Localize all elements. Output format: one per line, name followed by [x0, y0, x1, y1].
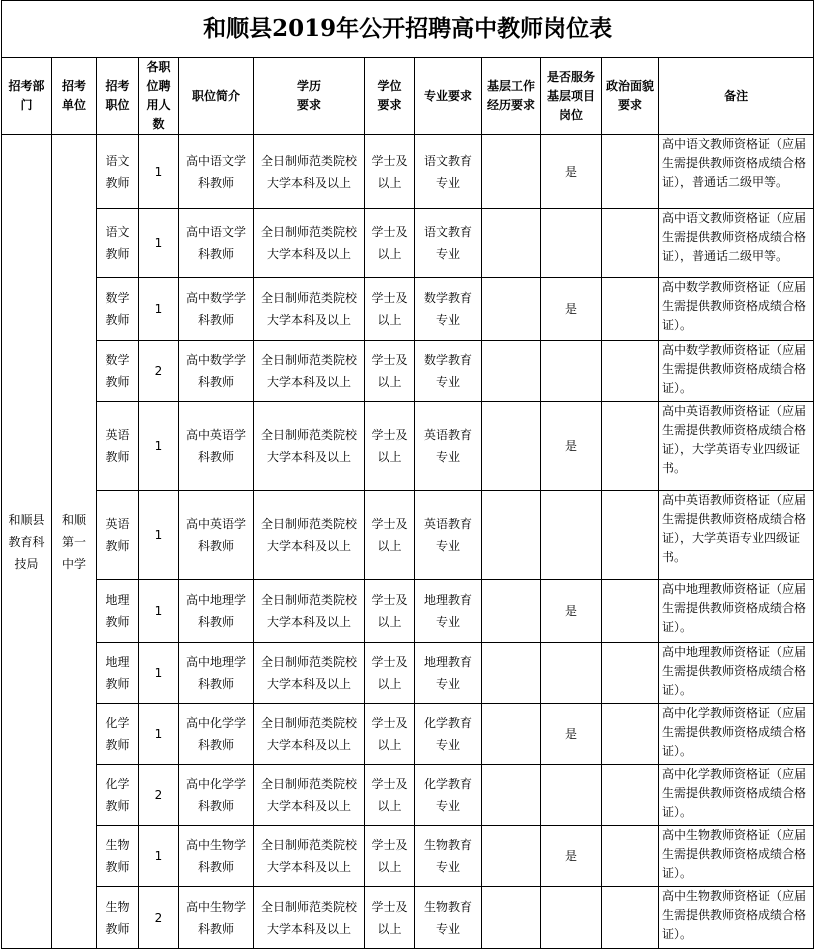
table-row: [2, 580, 814, 643]
count-cell: 1: [139, 704, 179, 765]
politics-cell: [602, 491, 659, 580]
edu-cell: 全日制师范类院校大学本科及以上: [254, 887, 365, 949]
remark-cell: 高中化学教师资格证（应届生需提供教师资格成绩合格证）。: [659, 704, 814, 765]
intro-cell: 高中化学学科教师: [179, 765, 254, 826]
degree-cell: 学士及以上: [365, 643, 415, 704]
post-cell: 地理教师: [97, 643, 139, 704]
table-row: [2, 341, 814, 402]
major-cell: 化学教育专业: [415, 704, 482, 765]
exp-cell: [482, 135, 541, 209]
table-row: [2, 135, 814, 209]
edu-cell: 全日制师范类院校大学本科及以上: [254, 341, 365, 402]
post-cell: 化学教师: [97, 704, 139, 765]
intro-cell: 高中英语学科教师: [179, 491, 254, 580]
count-cell: 1: [139, 278, 179, 341]
count-cell: 1: [139, 491, 179, 580]
service-cell: 是: [541, 402, 602, 491]
table-row: [2, 887, 814, 949]
count-cell: 2: [139, 765, 179, 826]
count-cell: 2: [139, 887, 179, 949]
politics-cell: [602, 704, 659, 765]
table-row: [2, 765, 814, 826]
degree-cell: 学士及以上: [365, 341, 415, 402]
header-row: [2, 58, 814, 135]
count-cell: 2: [139, 341, 179, 402]
service-cell: [541, 491, 602, 580]
service-cell: [541, 341, 602, 402]
post-cell: 语文教师: [97, 209, 139, 278]
degree-cell: 学士及以上: [365, 402, 415, 491]
header-unit: 招考单位: [52, 58, 97, 135]
service-cell: 是: [541, 580, 602, 643]
header-remark: 备注: [659, 58, 814, 135]
post-cell: 语文教师: [97, 135, 139, 209]
table-row: [2, 704, 814, 765]
exp-cell: [482, 278, 541, 341]
post-cell: 化学教师: [97, 765, 139, 826]
header-intro: 职位简介: [179, 58, 254, 135]
politics-cell: [602, 580, 659, 643]
post-cell: 地理教师: [97, 580, 139, 643]
remark-cell: 高中数学教师资格证（应届生需提供教师资格成绩合格证）。: [659, 341, 814, 402]
edu-cell: 全日制师范类院校大学本科及以上: [254, 704, 365, 765]
intro-cell: 高中地理学科教师: [179, 643, 254, 704]
header-service: 是否服务基层项目岗位: [541, 58, 602, 135]
remark-cell: 高中化学教师资格证（应届生需提供教师资格成绩合格证）。: [659, 765, 814, 826]
service-cell: [541, 209, 602, 278]
table-row: [2, 643, 814, 704]
degree-cell: 学士及以上: [365, 765, 415, 826]
count-cell: 1: [139, 402, 179, 491]
exp-cell: [482, 765, 541, 826]
post-cell: 生物教师: [97, 826, 139, 887]
major-cell: 数学教育专业: [415, 341, 482, 402]
table-row: [2, 402, 814, 491]
service-cell: [541, 765, 602, 826]
edu-cell: 全日制师范类院校大学本科及以上: [254, 826, 365, 887]
page-title: 和顺县2019年公开招聘高中教师岗位表: [2, 1, 814, 58]
table-row: [2, 826, 814, 887]
degree-cell: 学士及以上: [365, 135, 415, 209]
post-cell: 数学教师: [97, 341, 139, 402]
major-cell: 化学教育专业: [415, 765, 482, 826]
header-exp: 基层工作经历要求: [482, 58, 541, 135]
edu-cell: 全日制师范类院校大学本科及以上: [254, 580, 365, 643]
remark-cell: 高中生物教师资格证（应届生需提供教师资格成绩合格证）。: [659, 826, 814, 887]
politics-cell: [602, 209, 659, 278]
intro-cell: 高中生物学科教师: [179, 887, 254, 949]
remark-cell: 高中英语教师资格证（应届生需提供教师资格成绩合格证），大学英语专业四级证书。: [659, 402, 814, 491]
intro-cell: 高中语文学科教师: [179, 209, 254, 278]
post-cell: 英语教师: [97, 491, 139, 580]
header-degree: 学位要求: [365, 58, 415, 135]
major-cell: 语文教育专业: [415, 135, 482, 209]
count-cell: 1: [139, 209, 179, 278]
intro-cell: 高中地理学科教师: [179, 580, 254, 643]
edu-cell: 全日制师范类院校大学本科及以上: [254, 135, 365, 209]
remark-cell: 高中地理教师资格证（应届生需提供教师资格成绩合格证）。: [659, 580, 814, 643]
dept-cell: 和顺县教育科技局: [2, 135, 52, 949]
degree-cell: 学士及以上: [365, 826, 415, 887]
intro-cell: 高中化学学科教师: [179, 704, 254, 765]
edu-cell: 全日制师范类院校大学本科及以上: [254, 491, 365, 580]
edu-cell: 全日制师范类院校大学本科及以上: [254, 402, 365, 491]
remark-cell: 高中地理教师资格证（应届生需提供教师资格成绩合格证）。: [659, 643, 814, 704]
major-cell: 英语教育专业: [415, 402, 482, 491]
post-cell: 英语教师: [97, 402, 139, 491]
service-cell: [541, 643, 602, 704]
politics-cell: [602, 765, 659, 826]
table-row: [2, 278, 814, 341]
major-cell: 生物教育专业: [415, 826, 482, 887]
header-post: 招考职位: [97, 58, 139, 135]
exp-cell: [482, 209, 541, 278]
recruitment-table: [1, 0, 814, 949]
table-row: [2, 491, 814, 580]
degree-cell: 学士及以上: [365, 491, 415, 580]
count-cell: 1: [139, 580, 179, 643]
politics-cell: [602, 135, 659, 209]
major-cell: 地理教育专业: [415, 580, 482, 643]
edu-cell: 全日制师范类院校大学本科及以上: [254, 209, 365, 278]
exp-cell: [482, 402, 541, 491]
degree-cell: 学士及以上: [365, 278, 415, 341]
degree-cell: 学士及以上: [365, 704, 415, 765]
remark-cell: 高中语文教师资格证（应届生需提供教师资格成绩合格证），普通话二级甲等。: [659, 135, 814, 209]
count-cell: 1: [139, 135, 179, 209]
post-cell: 数学教师: [97, 278, 139, 341]
service-cell: 是: [541, 826, 602, 887]
header-count: 各职位聘用人数: [139, 58, 179, 135]
service-cell: [541, 887, 602, 949]
major-cell: 英语教育专业: [415, 491, 482, 580]
exp-cell: [482, 704, 541, 765]
edu-cell: 全日制师范类院校大学本科及以上: [254, 765, 365, 826]
exp-cell: [482, 580, 541, 643]
politics-cell: [602, 887, 659, 949]
header-politics: 政治面貌要求: [602, 58, 659, 135]
header-edu: 学历要求: [254, 58, 365, 135]
service-cell: 是: [541, 278, 602, 341]
count-cell: 1: [139, 643, 179, 704]
major-cell: 语文教育专业: [415, 209, 482, 278]
politics-cell: [602, 278, 659, 341]
degree-cell: 学士及以上: [365, 580, 415, 643]
table-row: [2, 209, 814, 278]
politics-cell: [602, 341, 659, 402]
intro-cell: 高中语文学科教师: [179, 135, 254, 209]
remark-cell: 高中英语教师资格证（应届生需提供教师资格成绩合格证），大学英语专业四级证书。: [659, 491, 814, 580]
exp-cell: [482, 643, 541, 704]
service-cell: 是: [541, 704, 602, 765]
exp-cell: [482, 491, 541, 580]
exp-cell: [482, 826, 541, 887]
exp-cell: [482, 887, 541, 949]
intro-cell: 高中数学学科教师: [179, 278, 254, 341]
edu-cell: 全日制师范类院校大学本科及以上: [254, 278, 365, 341]
count-cell: 1: [139, 826, 179, 887]
exp-cell: [482, 341, 541, 402]
header-major: 专业要求: [415, 58, 482, 135]
intro-cell: 高中生物学科教师: [179, 826, 254, 887]
service-cell: 是: [541, 135, 602, 209]
edu-cell: 全日制师范类院校大学本科及以上: [254, 643, 365, 704]
remark-cell: 高中数学教师资格证（应届生需提供教师资格成绩合格证）。: [659, 278, 814, 341]
unit-cell: 和顺第一中学: [52, 135, 97, 949]
post-cell: 生物教师: [97, 887, 139, 949]
politics-cell: [602, 826, 659, 887]
politics-cell: [602, 643, 659, 704]
intro-cell: 高中数学学科教师: [179, 341, 254, 402]
major-cell: 生物教育专业: [415, 887, 482, 949]
major-cell: 数学教育专业: [415, 278, 482, 341]
intro-cell: 高中英语学科教师: [179, 402, 254, 491]
remark-cell: 高中语文教师资格证（应届生需提供教师资格成绩合格证），普通话二级甲等。: [659, 209, 814, 278]
politics-cell: [602, 402, 659, 491]
remark-cell: 高中生物教师资格证（应届生需提供教师资格成绩合格证）。: [659, 887, 814, 949]
major-cell: 地理教育专业: [415, 643, 482, 704]
degree-cell: 学士及以上: [365, 887, 415, 949]
header-dept: 招考部门: [2, 58, 52, 135]
degree-cell: 学士及以上: [365, 209, 415, 278]
